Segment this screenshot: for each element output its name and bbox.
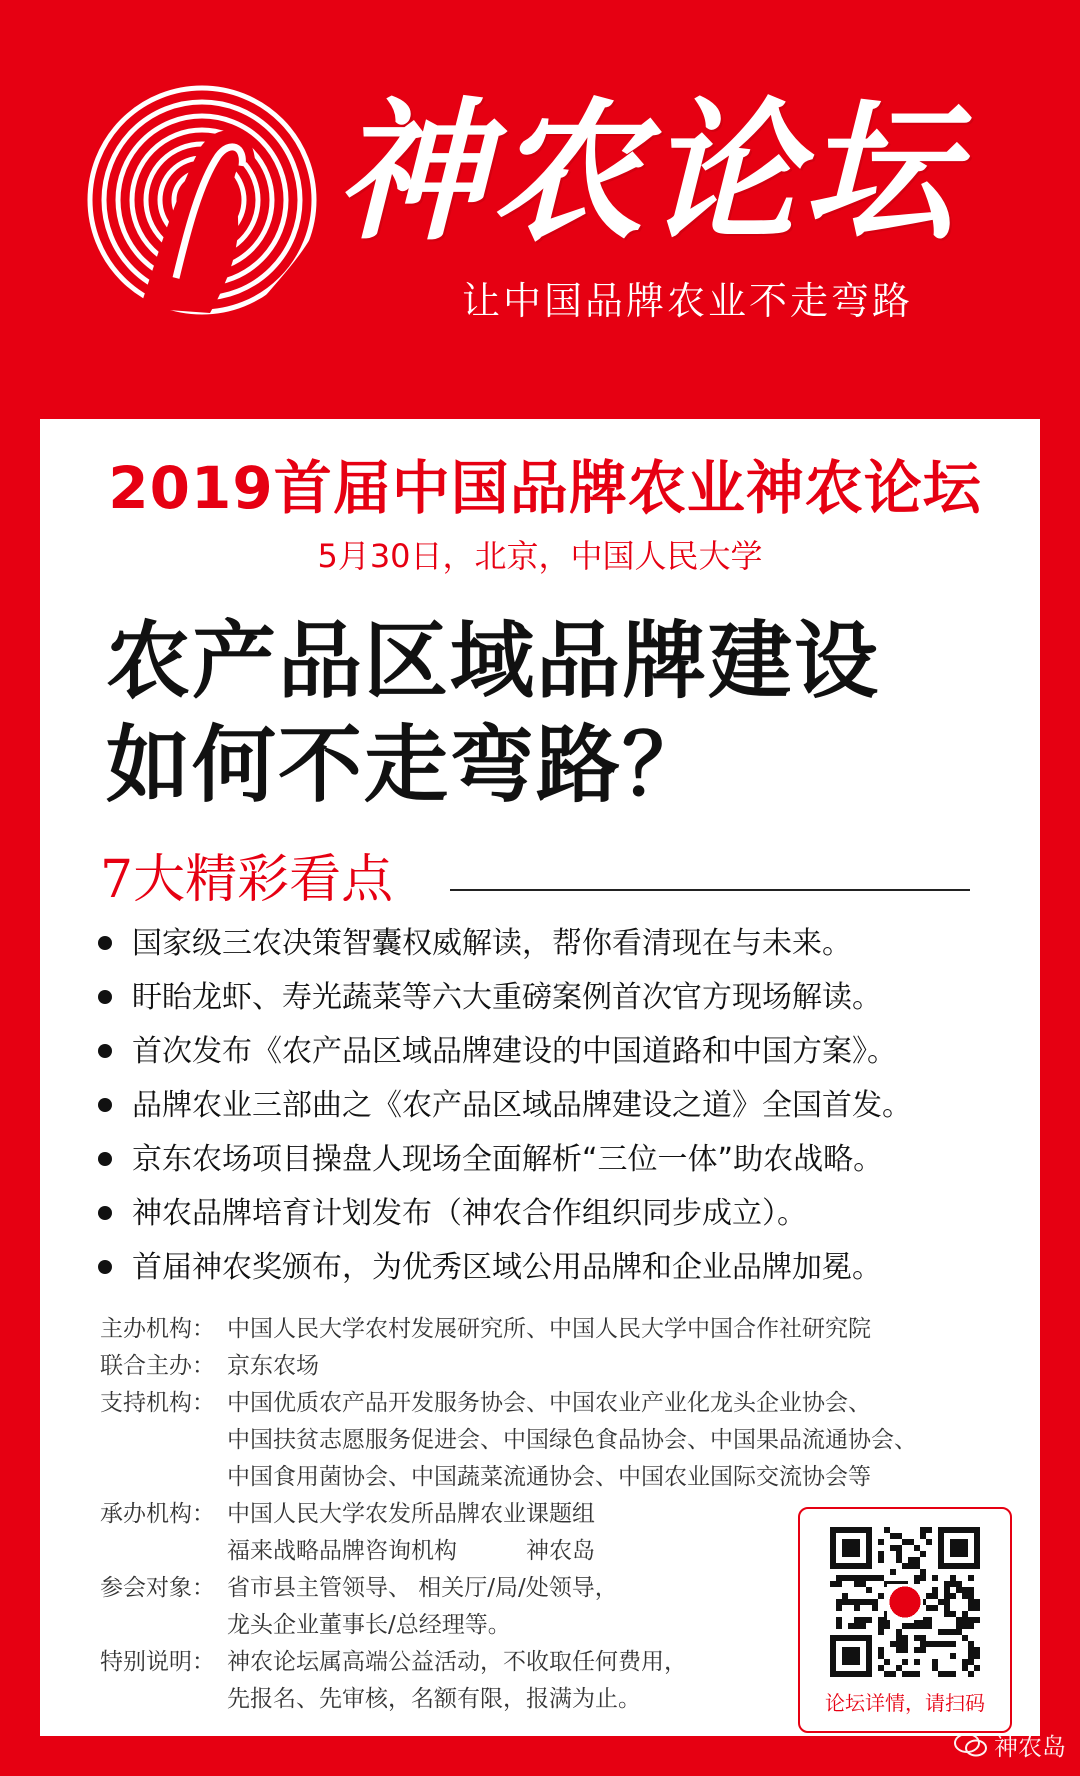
info-support: 支持机构： 中国优质农产品开发服务协会、中国农业产业化龙头企业协会、 中国扶贫志愿服务促进会、中国绿色食品协会、中国果品流通协会、 中国食用菌协会、中国蔬菜流通协会、中国农业国际交流协会等 bbox=[100, 1390, 917, 1490]
headline-line-1: 农产品区域品牌建设 bbox=[106, 612, 881, 710]
qr-code-icon[interactable] bbox=[830, 1527, 980, 1677]
highlight-item: 盱眙龙虾、寿光蔬菜等六大重磅案例首次官方现场解读。 bbox=[98, 971, 912, 1025]
watermark: 神农岛 bbox=[954, 1727, 1066, 1762]
highlight-item: 京东农场项目操盘人现场全面解析“三位一体”助农战略。 bbox=[98, 1133, 912, 1187]
info-note: 特别说明： 神农论坛属高端公益活动，不收取任何费用， 先报名、先审核，名额有限，报满为止。 bbox=[100, 1649, 687, 1712]
info-audience: 参会对象： 省市县主管领导、 相关厅/局/处领导， 龙头企业董事长/总经理等。 bbox=[100, 1575, 618, 1638]
bullet-icon bbox=[98, 1206, 112, 1220]
qr-caption: 论坛详情，请扫码 bbox=[825, 1691, 985, 1715]
bullet-icon bbox=[98, 1260, 112, 1274]
qr-code-box[interactable] bbox=[798, 1507, 1012, 1733]
highlight-item: 首次发布《农产品区域品牌建设的中国道路和中国方案》。 bbox=[98, 1025, 912, 1079]
bullet-icon bbox=[98, 990, 112, 1004]
highlight-item: 品牌农业三部曲之《农产品区域品牌建设之道》全国首发。 bbox=[98, 1079, 912, 1133]
info-host: 主办机构： 中国人民大学农村发展研究所、中国人民大学中国合作社研究院 bbox=[100, 1316, 871, 1342]
highlights-list bbox=[98, 917, 912, 1295]
content-card bbox=[40, 419, 1040, 1736]
bullet-icon bbox=[98, 936, 112, 950]
bullet-icon bbox=[98, 1098, 112, 1112]
highlight-item: 神农品牌培育计划发布（神农合作组织同步成立）。 bbox=[98, 1187, 912, 1241]
highlights-title: 7大精彩看点 bbox=[100, 850, 394, 910]
event-title: 2019首届中国品牌农业神农论坛 bbox=[108, 454, 982, 522]
highlights-divider bbox=[450, 889, 970, 891]
info-organizer: 承办机构： 中国人民大学农发所品牌农业课题组 福来战略品牌咨询机构 神农岛 bbox=[100, 1501, 595, 1564]
brand-slogan: 让中国品牌农业不走弯路 bbox=[462, 279, 914, 323]
bullet-icon bbox=[98, 1152, 112, 1166]
headline bbox=[106, 609, 880, 817]
event-date-location: 5月30日，北京，中国人民大学 bbox=[317, 537, 763, 575]
highlight-item: 国家级三农决策智囊权威解读，帮你看清现在与未来。 bbox=[98, 917, 912, 971]
highlight-item: 首届神农奖颁布，为优秀区域公用品牌和企业品牌加冕。 bbox=[98, 1241, 912, 1295]
bullet-icon bbox=[98, 1044, 112, 1058]
fingerprint-logo-icon bbox=[80, 78, 325, 323]
info-cohost: 联合主办： 京东农场 bbox=[100, 1353, 319, 1379]
headline-line-2: 如何不走弯路？ bbox=[106, 716, 709, 814]
event-info bbox=[100, 1311, 917, 1718]
brand-name: 神农论坛 bbox=[335, 82, 959, 261]
wechat-icon bbox=[954, 1733, 988, 1757]
